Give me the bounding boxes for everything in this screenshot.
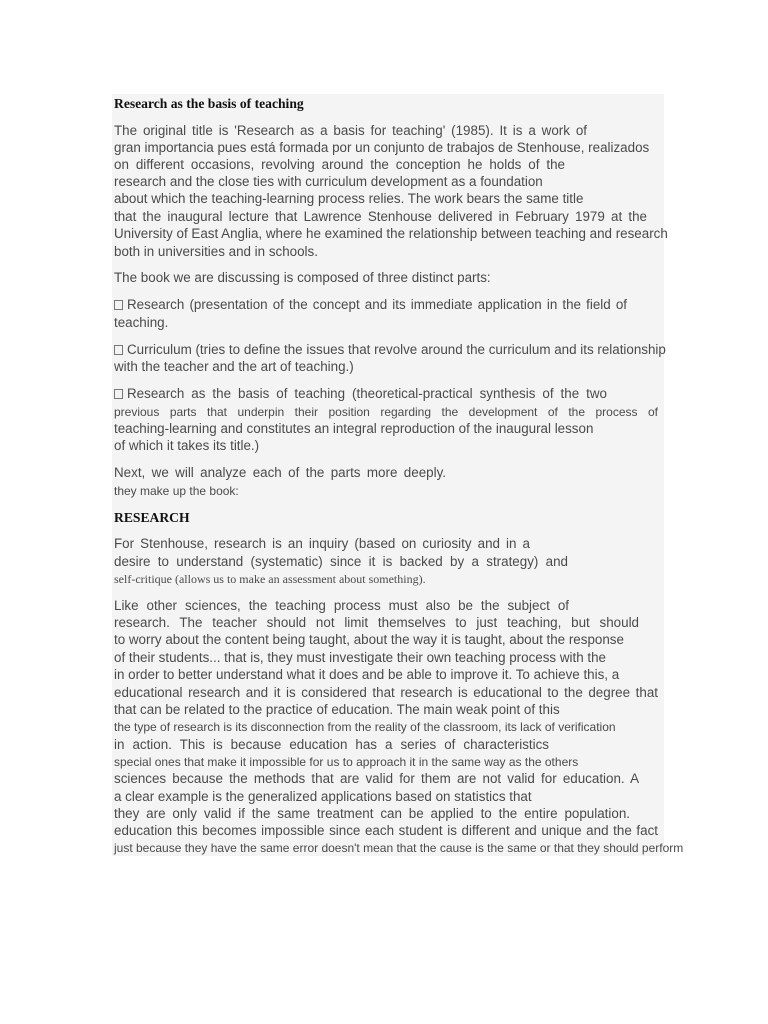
paragraph-line: about which the teaching-learning process relies. The work bears the same title: [114, 191, 584, 206]
bullet-icon: [114, 389, 123, 399]
bullet-item: [114, 297, 627, 313]
paragraph-line: in order to better understand what it does and be able to improve it. To achieve this, a: [114, 667, 620, 682]
paragraph-line: both in universities and in schools.: [114, 244, 318, 259]
paragraph-line: they make up the book:: [114, 484, 239, 498]
paragraph-line: a clear example is the generalized applications based on statistics that: [114, 789, 532, 804]
bullet-text: Research as the basis of teaching (theoretical-practical synthesis of the two: [127, 386, 607, 401]
paragraph-line: just because they have the same error doesn't mean that the cause is the same or that they should perform: [114, 841, 684, 855]
paragraph-line: Like other sciences, the teaching process must also be the subject of: [114, 598, 569, 613]
bullet-line: of which it takes its title.): [114, 438, 260, 453]
bullet-text: Curriculum (tries to define the issues that revolve around the curriculum and its relationship: [127, 342, 666, 357]
paragraph-line: of their students... that is, they must investigate their own teaching process with the: [114, 650, 606, 665]
paragraph-line: educational research and it is considered that research is educational to the degree that: [114, 685, 658, 700]
paragraph-line: research and the close ties with curriculum development as a foundation: [114, 174, 543, 189]
paragraph-line: University of East Anglia, where he examined the relationship between teaching and research: [114, 226, 668, 241]
paragraph-line: gran importancia pues está formada por un conjunto de trabajos de Stenhouse, realizados: [114, 140, 650, 155]
parts-intro: The book we are discussing is composed of three distinct parts:: [114, 270, 491, 285]
paragraph-line: special ones that make it impossible for us to approach it in the same way as the others: [114, 755, 579, 769]
paragraph-line: in action. This is because education has a series of characteristics: [114, 737, 549, 752]
bullet-line: with the teacher and the art of teaching.): [114, 359, 354, 374]
paragraph-line: For Stenhouse, research is an inquiry (based on curiosity and in a: [114, 536, 530, 551]
paragraph-line: they are only valid if the same treatment can be applied to the entire population.: [114, 806, 630, 821]
paragraph-line: research. The teacher should not limit themselves to just teaching, but should: [114, 615, 639, 630]
bullet-line: teaching.: [114, 315, 169, 330]
paragraph-line: Next, we will analyze each of the parts more deeply.: [114, 465, 446, 480]
bullet-item: [114, 342, 666, 358]
paragraph-line: that can be related to the practice of education. The main weak point of this: [114, 702, 560, 717]
paragraph-line: self-critique (allows us to make an assessment about something).: [114, 572, 426, 586]
bullet-icon: [114, 300, 123, 310]
paragraph-line: on different occasions, revolving around the conception he holds of the: [114, 157, 565, 172]
section-heading-research: RESEARCH: [114, 510, 190, 525]
bullet-line: teaching-learning and constitutes an integral reproduction of the inaugural lesson: [114, 421, 594, 436]
bullet-line: previous parts that underpin their position regarding the development of the process of: [114, 405, 658, 419]
paragraph-line: The original title is 'Research as a basis for teaching' (1985). It is a work of: [114, 123, 587, 138]
bullet-item: [114, 386, 607, 402]
paragraph-line: to worry about the content being taught, about the way it is taught, about the response: [114, 632, 624, 647]
paragraph-line: education this becomes impossible since each student is different and unique and the fact: [114, 823, 658, 838]
document-title: Research as the basis of teaching: [114, 96, 304, 111]
paragraph-line: desire to understand (systematic) since it is backed by a strategy) and: [114, 554, 568, 569]
paragraph-line: sciences because the methods that are valid for them are not valid for education. A: [114, 771, 639, 786]
bullet-text: Research (presentation of the concept and its immediate application in the field of: [127, 297, 627, 312]
paragraph-line: the type of research is its disconnection from the reality of the classroom, its lack of verification: [114, 720, 616, 734]
bullet-icon: [114, 345, 123, 355]
paragraph-line: that the inaugural lecture that Lawrence Stenhouse delivered in February 1979 at the: [114, 209, 647, 224]
